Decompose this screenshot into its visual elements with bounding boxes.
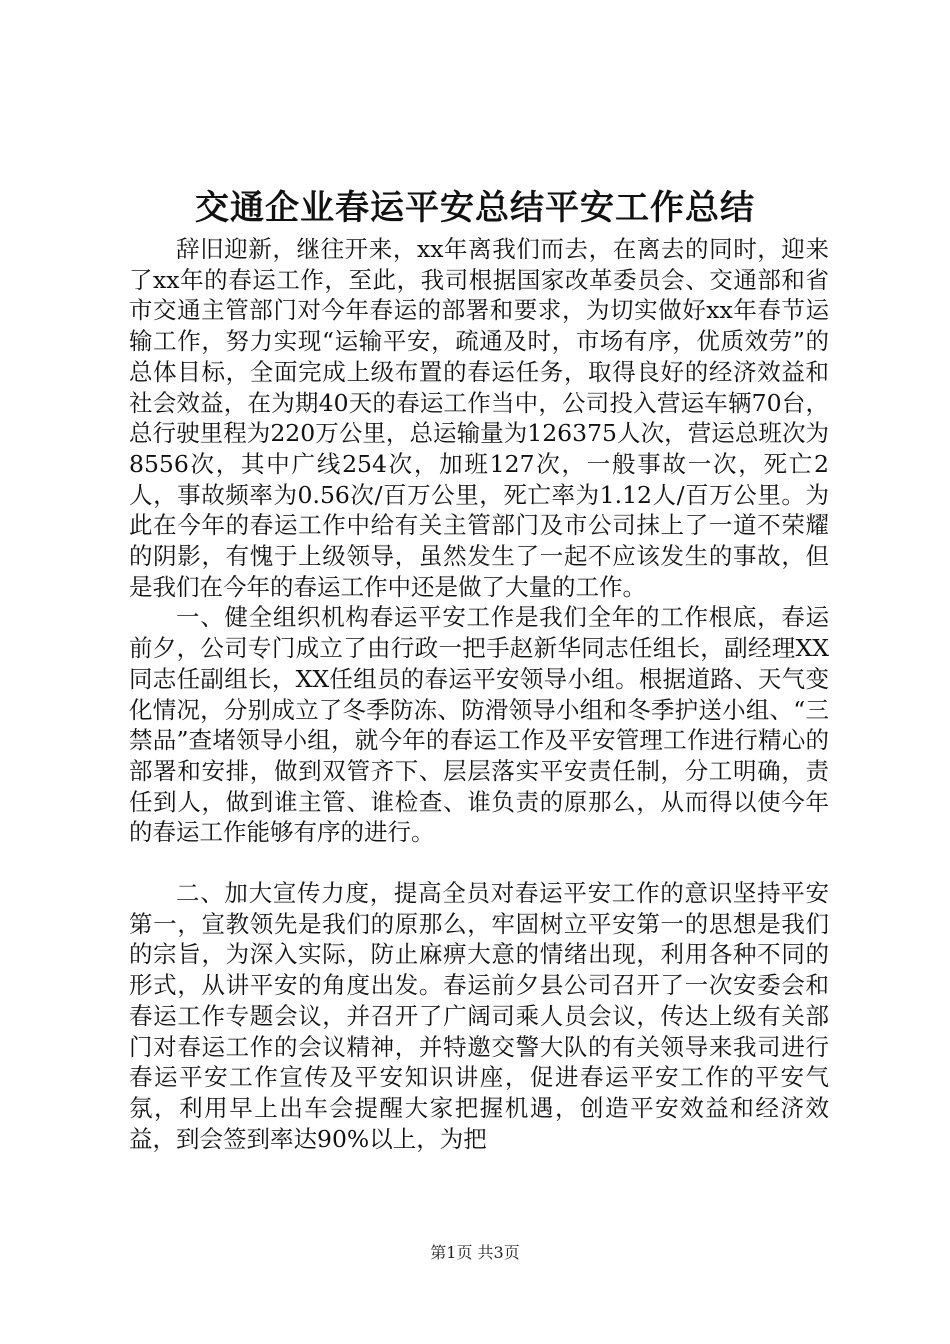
document-title: 交通企业春运平安总结平安工作总结 [195, 188, 755, 228]
paragraph-intro: 辞旧迎新，继往开来，xx年离我们而去，在离去的同时，迎来了xx年的春运工作，至此，我司根据国家改革委员会、交通部和省市交通主管部门对今年春运的部署和要求，为切实做好xx年春节运输工作，努力实现“运输平安，疏通及时，市场有序，优质效劳”的总体目标，全面完成上级布置的春运任务，取得良好的经济效益和社会效益，在为期40天的春运工作当中，公司投入营运车辆70台，总行驶里程为220万公里，总运输量为126375人次，营运总班次为8556次，其中广线254次，加班127次，一般事故一次，死亡2人，事故频率为0.56次/百万公里，死亡率为1.12人/百万公里。为此在今年的春运工作中给有关主管部门及市公司抹上了一道不荣耀的阴影，有愧于上级领导，虽然发生了一起不应该发生的事故，但是我们在今年的春运工作中还是做了大量的工作。 [129, 235, 829, 601]
page-number-footer: 第1页 共3页 [430, 1243, 520, 1262]
paragraph-publicity: 二、加大宣传力度，提高全员对春运平安工作的意识坚持平安第一，宣教领先是我们的原那么，牢固树立平安第一的思想是我们的宗旨，为深入实际，防止麻痹大意的情绪出现，利用各种不同的形式，从讲平安的角度出发。春运前夕县公司召开了一次安委会和春运工作专题会议，并召开了广阔司乘人员会议，传达上级有关部门对春运工作的会议精神，并特邀交警大队的有关领导来我司进行春运平安工作宣传及平安知识讲座，促进春运平安工作的平安气氛，利用早上出车会提醒大家把握机遇，创造平安效益和经济效益，到会签到率达90%以上，为把 [129, 879, 829, 1153]
paragraph-organization: 一、健全组织机构春运平安工作是我们全年的工作根底，春运前夕，公司专门成立了由行政一把手赵新华同志任组长，副经理XX同志任副组长，XX任组员的春运平安领导小组。根据道路、天气变化情况，分别成立了冬季防冻、防滑领导小组和冬季护送小组、“三禁品”查堵领导小组，就今年的春运工作及平安管理工作进行精心的部署和安排，做到双管齐下、层层落实平安责任制，分工明确，责任到人，做到谁主管、谁检查、谁负责的原那么，从而得以使今年的春运工作能够有序的进行。 [129, 603, 829, 847]
document-body [129, 234, 829, 1154]
